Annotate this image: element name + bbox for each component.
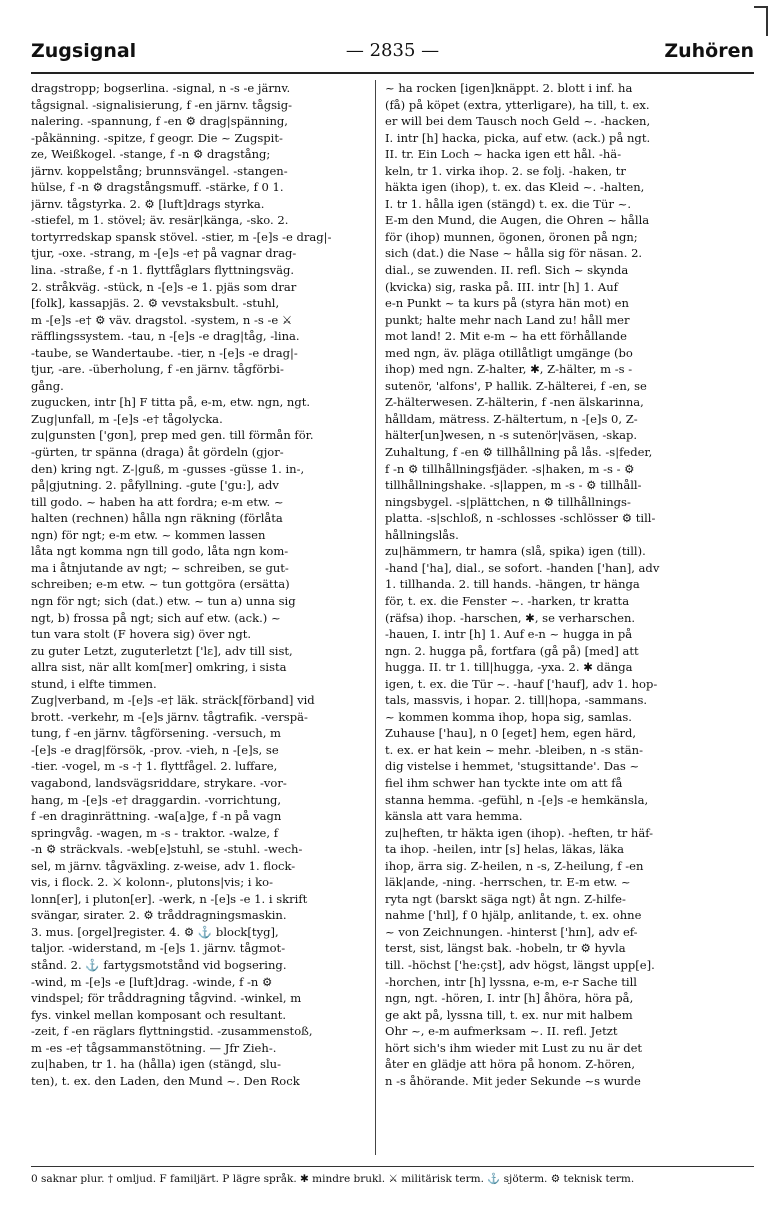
dictionary-line: Zug|unfall, m -[e]s -e† tågolycka. xyxy=(31,411,223,426)
dictionary-line: [folk], kassapjäs. 2. ⚙ vevstaksbult. -stuhl, xyxy=(31,296,280,311)
dictionary-line: dragstropp; bogserlina. -signal, n -s -e järnv. xyxy=(31,81,291,95)
dictionary-line: zu|hämmern, tr hamra (slå, spika) igen (till). xyxy=(385,544,646,559)
dictionary-line: ngn. 2. hugga på, fortfara (gå på) [med] att xyxy=(385,643,639,658)
dictionary-line: halten (rechnen) hålla ngn räkning (förlåta xyxy=(31,511,283,526)
dictionary-line: platta. -s|schloß, n -schlosses -schlösser ⚙ till- xyxy=(385,511,656,526)
dictionary-line: på|gjutning. 2. påfyllning. -gute ['gu:], adv xyxy=(31,478,279,493)
dictionary-line: m -[e]s -e† ⚙ väv. dragstol. -system, n -s -e ⚔ xyxy=(31,312,293,327)
dictionary-line: stånd. 2. ⚓ fartygsmotstånd vid bogsering. xyxy=(31,957,287,972)
dictionary-line: ge akt på, lyssna till, t. ex. nur mit halbem xyxy=(385,1007,633,1022)
dictionary-line: ningsbygel. -s|plättchen, n ⚙ tillhållnings- xyxy=(385,494,631,509)
dictionary-line: (kvicka) sig, raska på. III. intr [h] 1. Auf xyxy=(385,279,618,294)
dictionary-line: vis, i flock. 2. ⚔ kolonn-, plutons|vis; i ko- xyxy=(31,875,274,890)
dictionary-line: hälter[un]wesen, n -s sutenör|väsen, -skap. xyxy=(385,428,638,443)
dictionary-line: zu|gunsten ['gʊn], prep med gen. till förmån för. xyxy=(31,428,314,443)
dictionary-line: zu guter Letzt, zuguterletzt ['lɛ], adv till sist, xyxy=(31,643,293,658)
dictionary-line: ta ihop. -heilen, intr [s] helas, läkas, läka xyxy=(385,842,625,857)
dictionary-line: tillhållningshake. -s|lappen, m -s - ⚙ tillhåll- xyxy=(385,478,642,493)
dictionary-line: springvåg. -wagen, m -s - traktor. -walze, f xyxy=(31,825,278,840)
dictionary-line: e-n Punkt ~ ta kurs på (styra hän mot) en xyxy=(385,296,629,311)
dictionary-line: till godo. ~ haben ha att fordra; e-m etw. ~ xyxy=(31,494,284,509)
page-number: — 2835 — xyxy=(345,40,440,61)
dictionary-line: f -en draginrättning. -wa[a]ge, f -n på vagn xyxy=(31,809,282,824)
dictionary-line: med ngn, äv. pläga otillåtligt umgänge (bo xyxy=(385,345,633,360)
dictionary-line: -hauen, I. intr [h] 1. Auf e-n ~ hugga in på xyxy=(385,627,633,642)
dictionary-line: den) kring ngt. Z-|guß, m -gusses -güsse 1. in-, xyxy=(31,461,305,476)
dictionary-line: till. -höchst ['he:çst], adv högst, längst upp[e]. xyxy=(385,957,655,972)
dictionary-line: t. ex. er hat kein ~ mehr. -bleiben, n -s stän- xyxy=(385,742,644,757)
dictionary-line: hang, m -[e]s -e† draggardin. -vorrichtung, xyxy=(31,792,282,807)
dictionary-line: taljor. -widerstand, m -[e]s 1. järnv. tågmot- xyxy=(31,941,286,956)
dictionary-line: (få) på köpet (extra, ytterligare), ha till, t. ex. xyxy=(385,97,650,112)
dictionary-line: tortyrredskap spansk stövel. -stier, m -[e]s -e drag|- xyxy=(31,229,332,244)
dictionary-line: hålldam, mätress. Z-hältertum, n -[e]s 0, Z- xyxy=(385,411,638,426)
dictionary-line: känsla att vara hemma. xyxy=(385,809,523,824)
dictionary-line: gång. xyxy=(31,378,64,393)
dictionary-line: ihop) med ngn. Z-halter, ✱, Z-hälter, m -s - xyxy=(385,362,633,377)
header-rule xyxy=(31,72,754,74)
dictionary-line: ze, Weißkogel. -stange, f -n ⚙ dragstång; xyxy=(31,147,271,162)
dictionary-line: hållningslås. xyxy=(385,527,459,542)
dictionary-line: igen, t. ex. die Tür ~. -hauf ['hauf], adv 1. hop- xyxy=(385,676,658,691)
dictionary-line: II. tr. Ein Loch ~ hacka igen ett hål. -hä- xyxy=(385,147,622,162)
dictionary-line: zu|heften, tr häkta igen (ihop). -heften, tr häf- xyxy=(385,825,654,840)
dictionary-line: nahme ['hɪl], f 0 hjälp, anlitande, t. ex. ohne xyxy=(385,908,642,923)
dictionary-line: sel, m järnv. tågväxling. z-weise, adv 1. flock- xyxy=(31,858,296,873)
dictionary-line: Zuhaltung, f -en ⚙ tillhållning på lås. -s|feder, xyxy=(385,445,653,460)
dictionary-line: punkt; halte mehr nach Land zu! håll mer xyxy=(385,312,630,327)
dictionary-line: (räfsa) ihop. -harschen, ✱, se verharschen. xyxy=(385,610,636,625)
dictionary-line: sich (dat.) die Nase ~ hålla sig för näsan. 2. xyxy=(385,246,643,261)
dictionary-line: Z-hälterwesen. Z-hälterin, f -nen älskarinna, xyxy=(385,395,644,410)
dictionary-line: ihop, ärra sig. Z-heilen, n -s, Z-heilung, f -en xyxy=(385,858,644,873)
dictionary-line: 1. tillhanda. 2. till hands. -hängen, tr hänga xyxy=(385,577,640,592)
dictionary-line: ~ von Zeichnungen. -hinterst ['hɪn], adv ef- xyxy=(385,924,638,939)
dictionary-line: -påkänning. -spitze, f geogr. Die ~ Zugspit- xyxy=(31,130,283,145)
dictionary-line: f -n ⚙ tillhållningsfjäder. -s|haken, m -s - ⚙ xyxy=(385,461,635,476)
dictionary-line: järnv. koppelstång; brunnsvängel. -stangen- xyxy=(31,163,288,178)
dictionary-line: tågsignal. -signalisierung, f -en järnv. tågsig- xyxy=(31,97,293,112)
dictionary-line: -gürten, tr spänna (draga) åt gördeln (gjor- xyxy=(31,445,284,460)
dictionary-line: brott. -verkehr, m -[e]s järnv. tågtrafik. -verspä- xyxy=(31,709,308,724)
dictionary-line: för (ihop) munnen, ögonen, öronen på ngn; xyxy=(385,229,638,244)
dictionary-line: ~ ha rocken [igen]knäppt. 2. blott i inf. ha xyxy=(385,81,633,95)
dictionary-line: -taube, se Wandertaube. -tier, n -[e]s -e drag|- xyxy=(31,345,298,360)
dictionary-line: vagabond, landsvägsriddare, strykare. -vor- xyxy=(31,775,287,790)
dictionary-line: nalering. -spannung, f -en ⚙ drag|spänning, xyxy=(31,114,288,129)
dictionary-line: Zug|verband, m -[e]s -e† läk. sträck[förband] vid xyxy=(31,693,315,708)
dictionary-line: för, t. ex. die Fenster ~. -harken, tr kratta xyxy=(385,593,630,608)
dictionary-line: zugucken, intr [h] F titta på, e-m, etw. ngn, ngt. xyxy=(31,395,311,410)
dictionary-line: ngn) för ngt; e-m etw. ~ kommen lassen xyxy=(31,527,266,542)
dictionary-line: -zeit, f -en räglars flyttningstid. -zusammenstoß, xyxy=(31,1024,313,1039)
dictionary-line: I. intr [h] hacka, picka, auf etw. (ack.) på ngt. xyxy=(385,130,651,145)
header-last-entry: Zuhören xyxy=(664,40,754,62)
dictionary-line: läk|ande, -ning. -herrschen, tr. E-m etw. ~ xyxy=(385,875,631,890)
dictionary-line: ngn, ngt. -hören, I. intr [h] åhöra, höra på, xyxy=(385,991,634,1006)
dictionary-line: schreiben; e-m etw. ~ tun gottgöra (ersätta) xyxy=(31,577,290,592)
dictionary-line: stund, i elfte timmen. xyxy=(31,676,157,691)
dictionary-line: er will bei dem Tausch noch Geld ~. -hacken, xyxy=(385,114,651,129)
dictionary-line: ryta ngt (barskt säga ngt) åt ngn. Z-hilfe- xyxy=(385,891,626,906)
dictionary-line: tung, f -en järnv. tågförsening. -versuch, m xyxy=(31,726,281,741)
dictionary-line: -hand ['ha], dial., se sofort. -handen ['han], adv xyxy=(385,560,660,575)
dictionary-line: vindspel; för tråddragning tågvind. -winkel, m xyxy=(31,991,302,1006)
dictionary-line: fys. vinkel mellan komposant och resultant. xyxy=(31,1007,287,1022)
dictionary-line: ~ kommen komma ihop, hopa sig, samlas. xyxy=(385,709,632,724)
dictionary-line: häkta igen (ihop), t. ex. das Kleid ~. -halten, xyxy=(385,180,645,195)
dictionary-line: tals, massvis, i hopar. 2. till|hopa, -sammans. xyxy=(385,693,648,708)
dictionary-line: lina. -straße, f -n 1. flyttfåglars flyttningsväg. xyxy=(31,263,295,278)
dictionary-line: -wind, m -[e]s -e [luft]drag. -winde, f -n ⚙ xyxy=(31,974,273,989)
column-divider xyxy=(375,80,376,1155)
dictionary-line: tun vara stolt (F hovera sig) över ngt. xyxy=(31,627,252,642)
dictionary-line: ten), t. ex. den Laden, den Mund ~. Den Rock xyxy=(31,1073,300,1088)
dictionary-line: -horchen, intr [h] lyssna, e-m, e-r Sache till xyxy=(385,974,638,989)
dictionary-line: allra sist, när allt kom[mer] omkring, i sista xyxy=(31,660,287,675)
footer-rule xyxy=(31,1166,754,1167)
abbreviation-legend: 0 saknar plur. † omljud. F familjärt. P lägre språk. ✱ mindre brukl. ⚔ militärisk term. ⚓ sjöterm. ⚙ teknisk term. xyxy=(31,1173,635,1185)
dictionary-line: hülse, f -n ⚙ dragstångsmuff. -stärke, f 0 1. xyxy=(31,180,284,195)
dictionary-line: dig vistelse i hemmet, 'stugsittande'. Das ~ xyxy=(385,759,640,774)
dictionary-line: -n ⚙ sträckvals. -web[e]stuhl, se -stuhl. -wech- xyxy=(31,842,303,857)
dictionary-line: 2. stråkväg. -stück, n -[e]s -e 1. pjäs som drar xyxy=(31,279,297,294)
dictionary-line: lonn[er], i pluton[er]. -werk, n -[e]s -e 1. i skrift xyxy=(31,891,308,906)
dictionary-line: tjur, -oxe. -strang, m -[e]s -e† på vagnar drag- xyxy=(31,246,297,261)
header-first-entry: Zugsignal xyxy=(31,40,137,62)
dictionary-line: ngt, b) frossa på ngt; sich auf etw. (ack.) ~ xyxy=(31,610,281,625)
dictionary-line: Ohr ~, e-m aufmerksam ~. II. refl. Jetzt xyxy=(385,1024,618,1039)
dictionary-line: fiel ihm schwer han tyckte inte om att få xyxy=(385,775,623,790)
dictionary-line: Zuhause ['hau], n 0 [eget] hem, egen härd, xyxy=(385,726,637,741)
page-corner-mark xyxy=(754,6,768,36)
page-header xyxy=(31,40,754,70)
dictionary-line: sutenör, 'alfons', P hallik. Z-hälterei, f -en, se xyxy=(385,378,647,393)
dictionary-line: n -s åhörande. Mit jeder Sekunde ~s wurde xyxy=(385,1073,641,1088)
dictionary-line: 3. mus. [orgel]register. 4. ⚙ ⚓ block[tyg], xyxy=(31,924,279,939)
dictionary-line: låta ngt komma ngn till godo, låta ngn kom- xyxy=(31,544,289,559)
dictionary-line: åter en glädje att höra på honom. Z-hören, xyxy=(385,1057,636,1072)
dictionary-line: zu|haben, tr 1. ha (hålla) igen (stängd, slu- xyxy=(31,1057,282,1072)
dictionary-line: -stiefel, m 1. stövel; äv. resär|känga, -sko. 2. xyxy=(31,213,289,228)
right-column xyxy=(385,80,751,1155)
dictionary-line: hört sich's ihm wieder mit Lust zu nu är det xyxy=(385,1040,643,1055)
dictionary-line: stanna hemma. -gefühl, n -[e]s -e hemkänsla, xyxy=(385,792,649,807)
dictionary-line: I. tr 1. hålla igen (stängd) t. ex. die Tür ~. xyxy=(385,196,631,211)
dictionary-line: -tier. -vogel, m -s -† 1. flyttfågel. 2. luffare, xyxy=(31,759,278,774)
dictionary-line: hugga. II. tr 1. till|hugga, -yxa. 2. ✱ dänga xyxy=(385,660,633,675)
dictionary-line: ngn för ngt; sich (dat.) etw. ~ tun a) unna sig xyxy=(31,593,296,608)
left-column xyxy=(31,80,366,1155)
dictionary-line: E-m den Mund, die Augen, die Ohren ~ hålla xyxy=(385,213,650,228)
dictionary-line: räfflingssystem. -tau, n -[e]s -e drag|tåg, -lina. xyxy=(31,329,300,344)
dictionary-line: keln, tr 1. virka ihop. 2. se folj. -haken, tr xyxy=(385,163,626,178)
dictionary-line: tjur, -are. -überholung, f -en järnv. tågförbi- xyxy=(31,362,284,377)
dictionary-line: m -es -e† tågsammanstötning. — Jfr Zieh-. xyxy=(31,1040,277,1055)
dictionary-line: dial., se zuwenden. II. refl. Sich ~ skynda xyxy=(385,263,629,278)
dictionary-line: mot land! 2. Mit e-m ~ ha ett förhållande xyxy=(385,329,627,344)
dictionary-line: ma i åtnjutande av ngt; ~ schreiben, se gut- xyxy=(31,560,289,575)
dictionary-line: järnv. tågstyrka. 2. ⚙ [luft]drags styrka. xyxy=(31,196,265,211)
dictionary-line: svängar, sirater. 2. ⚙ tråddragningsmaskin. xyxy=(31,908,287,923)
dictionary-line: terst, sist, längst bak. -hobeln, tr ⚙ hyvla xyxy=(385,941,626,956)
dictionary-line: -[e]s -e drag|försök, -prov. -vieh, n -[e]s, se xyxy=(31,742,279,757)
